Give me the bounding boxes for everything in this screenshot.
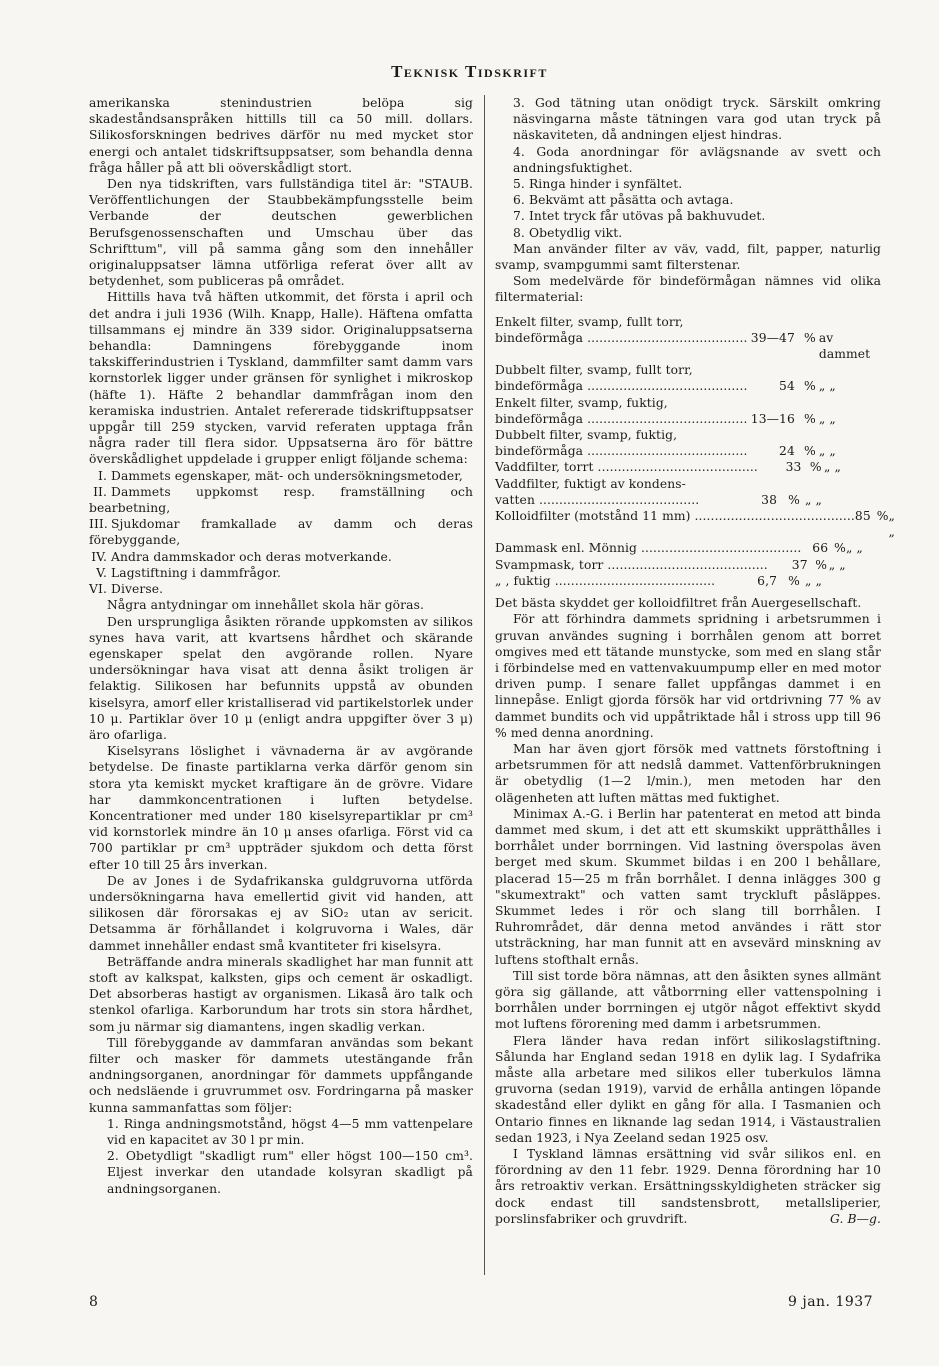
filter-value: 66: [812, 541, 829, 556]
column-divider: [484, 95, 485, 1275]
filter-unit: [783, 476, 805, 492]
filter-table-row: [495, 378, 881, 394]
list-item: 4. Goda anordningar för avlägsnande av svett och andningsfuktighet.: [513, 144, 881, 175]
filter-value: [719, 395, 777, 411]
filter-label: bindeförmåga ........................................: [495, 330, 748, 345]
filter-table: [495, 314, 896, 589]
list-item: 8. Obetydlig vikt.: [513, 225, 623, 240]
paragraph: Några antydningar om innehållet skola här göras.: [107, 598, 425, 613]
filter-label: Enkelt filter, svamp, fullt torr,: [495, 314, 684, 329]
paragraph: Till förebyggande av dammfaran användas som bekant filter och masker för dammets utestängande från andningsorganen, anordningar för dammets uppfångande och nedsläende i gruvrummet osv. Fordringarna på masker kunna sammanfattas som följer:: [89, 1035, 473, 1115]
filter-value: 38: [761, 492, 777, 507]
filter-unit: [783, 362, 805, 378]
filter-table-row: [495, 557, 881, 573]
filter-label: „ , fuktig ........................................: [495, 573, 716, 588]
filter-value: 33: [785, 460, 802, 475]
filter-table-row: [495, 411, 881, 427]
paragraph: Den ursprungliga åsikten rörande uppkomsten av silikos synes hava varit, att kvartsens hårdhet och skärande egenskaper spelat den avgörande rollen. Nyare undersökningar hava visat att denna åsikt troligen är felaktig. Silikosen har befunnits uppstå av obunden kiselsyra, amorf eller kristalliserad vid partikelstorlek under 10 μ. Partiklar över 10 μ (enligt andra uppgifter över 3 μ) äro ofarliga.: [89, 614, 473, 742]
filter-table-row: [495, 395, 881, 411]
filter-of-what: „ „: [805, 573, 822, 588]
filter-of-what: „ „: [828, 557, 846, 572]
schema-text: Andra dammskador och deras motverkande.: [111, 549, 392, 564]
filter-label: vatten ........................................: [495, 492, 700, 507]
paragraph: För att förhindra dammets spridning i arbetsrummen i gruvan användes sugning i borrhålen genom att borret omgives med ett tätande munstycke, som med en slang står i förbindelse med en vattenvakuumpump eller en med motor driven pump. I senare fallet uppfångas dammet i en linnepåse. Enligt gjorda försök har vid ortdrivning 77 % av dammet bundits och vid uppåtriktade hål i stross upp till 96 % med denna anordning.: [495, 612, 881, 740]
filter-label: bindeförmåga ........................................: [495, 379, 748, 394]
paragraph: Flera länder hava redan infört silikoslagstiftning. Sålunda har England sedan 1918 en dylik lag. I Sydafrika måste alla arbetare med silikos eller tuberkulos lämna gruvorna (sedan 1919), varvid de erhålla antingen löpande skadestånd eller dylikt en gång för alla. I Tasmanien och Ontario finnes en liknande lag sedan 1914, i Västaustralien sedan 1923, i Nya Zeeland sedan 1925 osv.: [495, 1033, 881, 1145]
paragraph: Minimax A.-G. i Berlin har patenterat en metod att binda dammet med skum, i det att ett skumskikt upprätthålles i borrhålet under borrningen. Vid lastning överspolas även berget med skum. Skummet bildas i en 200 l behållare, placerad 15—25 m från borrhålet. I denna inlägges 300 g "skumextrakt" och vatten samt tryckluft påsläppes. Skummet ledes i rör och slang till borrhålen. I Ruhrområdet, där denna metod användes i rätt stor utsträckning, har man funnit att en avsevärd minskning av luftens stofthalt ernås.: [495, 806, 881, 967]
schema-numeral: II.: [93, 484, 107, 499]
schema-item: [89, 516, 473, 548]
paragraph: Kiselsyrans löslighet i vävnaderna är av avgörande betydelse. De finaste partiklarna verka därför genom sin stora yta kemiskt mycket kraftigare än de grövre. Vidare har dammkoncentrationen i luften betydelse. Koncentrationer med under 180 kiselsyrepartiklar pr cm³ vid kornstorlek mindre än 10 μ anses ofarliga. Först vid ca 700 partiklar pr cm³ uppträder sjukdom och detta först efter 10 till 25 års inverkan.: [89, 744, 473, 872]
author-signature: G. B—g.: [829, 1211, 881, 1226]
filter-of-what: [805, 476, 881, 492]
filter-table-row: [495, 540, 881, 556]
filter-of-what: „ „: [823, 460, 841, 475]
filter-unit: %: [815, 557, 828, 572]
paragraph: De av Jones i de Sydafrikanska guldgruvorna utförda undersökningarna hava emellertid givit vid handen, att silikosen där förorsakas ej av SiO₂ utan av sericit. Detsamma är förhållandet i kolgruvorna i Wales, där dammet innehåller endast små kvantiteter fri kiselsyra.: [89, 873, 473, 953]
filter-value: [719, 362, 777, 378]
filter-label: Kolloidfilter (motstånd 11 mm) ........................................: [495, 509, 855, 524]
filter-of-what: „ „: [845, 541, 863, 556]
filter-table-row: [495, 427, 881, 443]
paragraph: Det bästa skyddet ger kolloidfiltret från Auergesellschaft.: [495, 596, 862, 611]
filter-unit: %: [876, 509, 889, 524]
filter-value: 54: [779, 379, 795, 394]
schema-numeral: VI.: [89, 582, 107, 597]
paragraph: I Tyskland lämnas ersättning vid svår silikos enl. en förordning av den 11 febr. 1929. Denna förordning har 10 års retroaktiv verkan. Ersättningsskyldigheten sträcker sig dock endast till sandstensbrott, metallsliperier, porslinsfabriker och gruvdrift. G. B—g.: [495, 1147, 881, 1226]
schema-item: [89, 565, 473, 581]
filter-value: 13—16: [750, 411, 795, 426]
filter-unit: [783, 395, 805, 411]
filter-label: Enkelt filter, svamp, fuktig,: [495, 395, 668, 410]
list-item: 7. Intet tryck får utövas på bakhuvudet.: [513, 209, 766, 224]
schema-text: Lagstiftning i dammfrågor.: [111, 565, 282, 580]
filter-of-what: „ „: [805, 492, 822, 507]
paragraph: Hittills hava två häften utkommit, det första i april och det andra i juli 1936 (Wilh. Knapp, Halle). Häftena omfatta tillsammans ej mindre än 339 sidor. Originaluppsatserna behandla: Damningens förebyggande inom takskifferindustrien i Tyskland, dammfilter samt damm vars kornstorlek ligger under gränsen för synlighet i mikroskop (häfte 1). Häfte 2 behandlar dammfrågan inom den keramiska industrien. Antalet refererade tidskriftuppsatser uppgår till 259 stycken, varvid referaten upptaga från några rader till flera sidor. Uppsatserna äro för bättre överskådlighet uppdelade i grupper enligt följande schema:: [89, 290, 473, 467]
filter-table-row: [495, 362, 881, 378]
right-column: [495, 95, 896, 1227]
right-column-bottom: [495, 595, 881, 1227]
filter-of-what: „ „: [818, 379, 836, 394]
filter-value: 39—47: [750, 330, 795, 345]
filter-of-what: [805, 395, 881, 411]
filter-table-row: [495, 476, 881, 492]
filter-label: bindeförmåga ........................................: [495, 444, 748, 459]
filter-unit: %: [803, 379, 816, 394]
filter-table-row: [495, 573, 881, 589]
schema-item: [89, 581, 473, 597]
filter-unit: %: [788, 573, 800, 588]
filter-label: Svampmask, torr ........................................: [495, 557, 768, 572]
paragraph: Till sist torde böra nämnas, att den åsikten synes allmänt göra sig gällande, att våtborrning eller vattenspolning i borrhålen under borrningen ej utgör något effektivt skydd mot luftens förorening med damm i arbetsrummen.: [495, 968, 881, 1032]
filter-table-row: [495, 443, 881, 459]
schema-text: Sjukdomar framkallade av damm och deras förebyggande,: [89, 517, 473, 548]
filter-of-what: [805, 314, 881, 330]
schema-item: [89, 484, 473, 516]
filter-value: [719, 476, 777, 492]
schema-text: Diverse.: [111, 582, 164, 597]
filter-label: bindeförmåga ........................................: [495, 411, 748, 426]
filter-unit: %: [803, 330, 816, 345]
list-item: 3. God tätning utan onödigt tryck. Särskilt omkring näsvingarna måste tätningen vara god utan tryck på näskaviteten, då andningen eljest hindras.: [513, 96, 881, 143]
filter-table-row: [495, 492, 881, 508]
page-number: 8: [89, 1294, 98, 1310]
schema-text: Dammets egenskaper, mät- och undersökningsmetoder,: [111, 468, 463, 483]
schema-item: [89, 549, 473, 565]
schema-item: [89, 468, 473, 484]
schema-numeral: IV.: [91, 549, 107, 564]
filter-unit: %: [809, 460, 822, 475]
filter-of-what: „ „: [888, 509, 896, 540]
filter-label: Dubbelt filter, svamp, fullt torr,: [495, 363, 693, 378]
filter-table-row: [495, 314, 881, 330]
schema-numeral: V.: [96, 565, 107, 580]
filter-of-what: „ „: [818, 444, 836, 459]
filter-label: Vaddfilter, torrt ........................................: [495, 460, 758, 475]
filter-unit: [783, 427, 805, 443]
filter-value: [719, 427, 777, 443]
paragraph: Beträffande andra minerals skadlighet har man funnit att stoft av kalkspat, kalksten, gips och cement är oskadligt. Det absorberas hastigt av organismen. Likaså äro talk och stenkol ofarliga. Karborundum har trots sin stora hårdhet, som ju närmar sig diamantens, ingen skadlig verkan.: [89, 954, 473, 1034]
filter-label: Dubbelt filter, svamp, fuktig,: [495, 428, 678, 443]
filter-value: 85: [854, 509, 871, 524]
list-item: 1. Ringa andningsmotstånd, högst 4—5 mm vattenpelare vid en kapacitet av 30 l pr min.: [107, 1116, 473, 1147]
filter-value: 24: [779, 444, 795, 459]
filter-value: [719, 314, 777, 330]
filter-unit: %: [834, 541, 846, 556]
filter-of-what: av dammet: [818, 330, 871, 362]
paragraph: Man har även gjort försök med vattnets förstoftning i arbetsrummen för att nedslå dammet. Vattenförbrukningen är obetydlig (1—2 l/min.), men metoden har den olägenheten att luften mättas med fuktighet.: [495, 741, 881, 805]
right-column-top: [495, 95, 881, 306]
filter-of-what: „ „: [818, 411, 836, 426]
paragraph: Man använder filter av väv, vadd, filt, papper, naturlig svamp, svampgummi samt filterstenar.: [495, 241, 881, 273]
filter-table-row: [495, 330, 881, 362]
schema-text: Dammets uppkomst resp. framställning och bearbetning,: [89, 484, 473, 516]
filter-unit: %: [803, 444, 816, 459]
journal-title: Teknisk Tidskrift: [391, 62, 548, 81]
paragraph: Som medelvärde för bindeförmågan nämnes vid olika filtermaterial:: [495, 274, 881, 305]
schema-numeral: III.: [89, 517, 108, 532]
filter-table-row: [495, 459, 881, 475]
issue-date: 9 jan. 1937: [788, 1294, 874, 1310]
left-column: [89, 95, 473, 1197]
filter-table-row: [495, 508, 896, 540]
filter-label: Vaddfilter, fuktigt av kondens-: [495, 476, 686, 491]
paragraph: Den nya tidskriften, vars fullständiga titel är: "STAUB. Veröffentlichungen der Staubbekämpfungsstelle beim Verbande der deutschen gewerblichen Berufsgenossenschaften und Umschau über das Schrifttum", vill på samma gång som den innehåller originaluppsatser lämna utförliga referat över allt av betydenhet, som publiceras på området.: [89, 177, 473, 289]
filter-value: 6,7: [757, 573, 777, 588]
filter-unit: [783, 314, 805, 330]
schema-numeral: I.: [98, 468, 107, 483]
list-item: 2. Obetydligt "skadligt rum" eller högst 100—150 cm³. Eljest inverkar den utandade kolsyran skadligt på andningsorganen.: [107, 1149, 473, 1196]
filter-of-what: [805, 427, 881, 443]
filter-unit: %: [788, 492, 800, 507]
paragraph: amerikanska stenindustrien belöpa sig skadeståndsanspråken hittills till ca 50 mill. dollars. Silikosforskningen bedrives därför nu med mycket stor energi och antalet tidskriftsuppsatser, som behandla denna fråga håller på att bli oöverskådligt stort.: [89, 96, 473, 175]
list-item: 5. Ringa hinder i synfältet.: [513, 177, 683, 192]
filter-value: 37: [791, 557, 808, 572]
filter-unit: %: [803, 411, 816, 426]
list-item: 6. Bekvämt att påsätta och avtaga.: [513, 193, 734, 208]
filter-label: Dammask enl. Mönnig ........................................: [495, 541, 802, 556]
filter-of-what: [805, 362, 881, 378]
